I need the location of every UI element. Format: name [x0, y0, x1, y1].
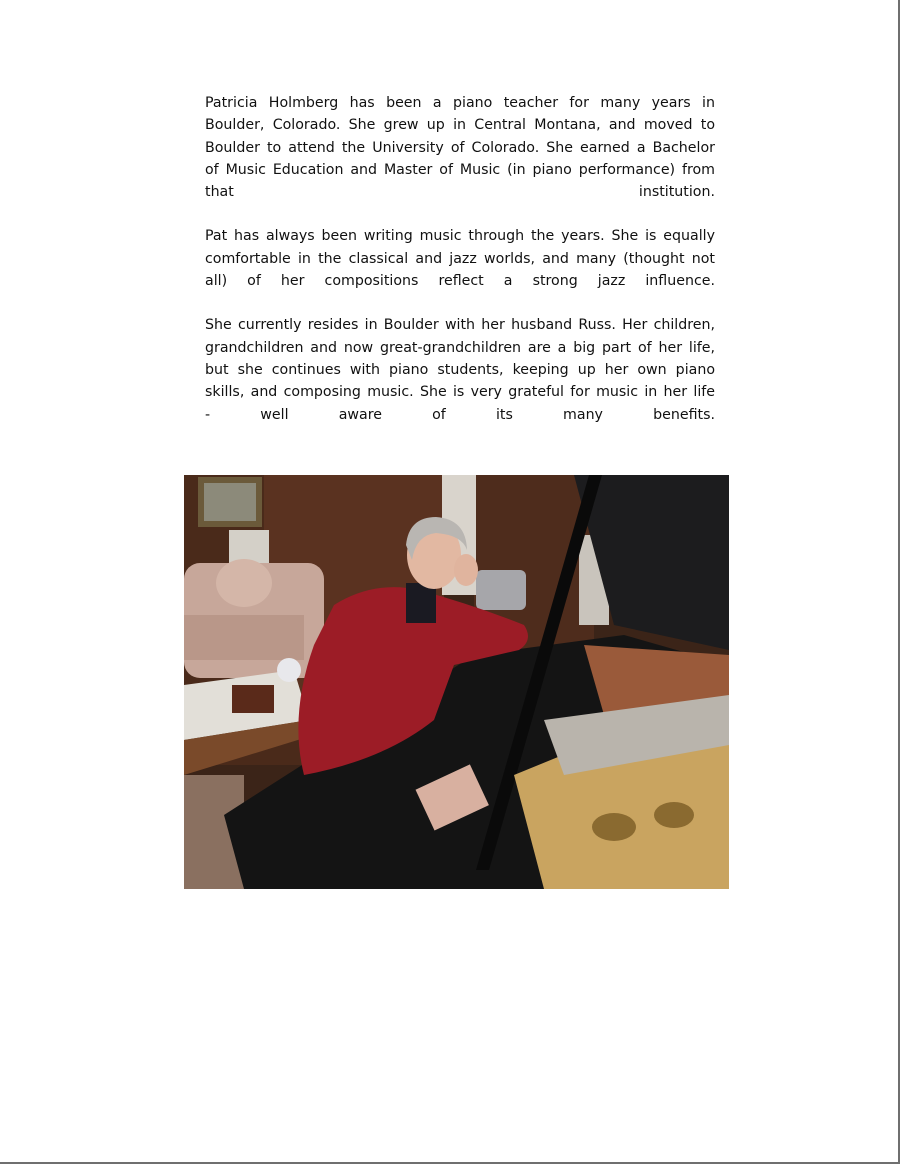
bio-paragraph-1: Patricia Holmberg has been a piano teacher for many years in Boulder, Colorado. She grew up in Central Montana, and moved to Boulder to attend the University of Colorado. She earned a Bachelor of Music Education and Master of Music (in piano performance) from that institution.: [205, 95, 715, 201]
bio-paragraph-2: Pat has always been writing music through the years. She is equally comfortable in the classical and jazz worlds, and many (thought not all) of her compositions reflect a strong jazz influence.: [205, 228, 715, 290]
portrait-photo: [184, 475, 729, 889]
bio-paragraph-3: She currently resides in Boulder with her husband Russ. Her children, grandchildren and now great-grandchildren are a big part of her life, but she continues with piano students, keeping up her own piano skills, and composing music. She is very grateful for music in her life - well aware of its many benefits.: [205, 317, 715, 423]
biography-text: [205, 92, 715, 448]
photo-illustration: [184, 475, 729, 889]
